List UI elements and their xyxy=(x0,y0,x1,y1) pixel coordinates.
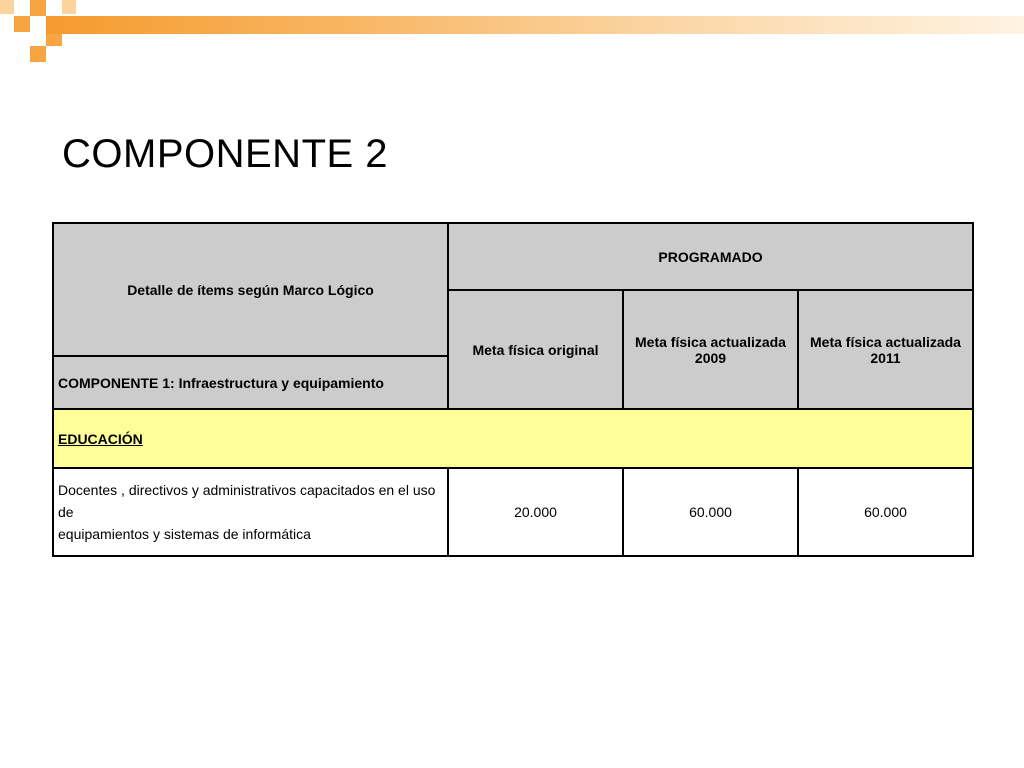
decorative-square xyxy=(0,0,14,14)
row-description-line: equipamientos y sistemas de informática xyxy=(58,526,311,542)
section-label: EDUCACIÓN xyxy=(58,430,143,447)
slide-title: COMPONENTE 2 xyxy=(62,132,389,176)
value-meta-2011: 60.000 xyxy=(798,468,973,556)
section-row-educacion xyxy=(53,409,973,468)
column-header-label: Meta física original xyxy=(472,341,599,358)
decorative-square xyxy=(14,16,30,32)
header-programado-cell xyxy=(448,223,973,290)
table-row xyxy=(53,468,973,556)
value-meta-original: 20.000 xyxy=(448,468,623,556)
value-meta-2009: 60.000 xyxy=(623,468,798,556)
decorative-gradient-bar xyxy=(46,16,1024,34)
header-detail-label: Detalle de ítems según Marco Lógico xyxy=(127,281,374,298)
column-header-year: 2011 xyxy=(870,349,901,366)
column-header-meta-2009 xyxy=(623,290,798,409)
decorative-square xyxy=(30,0,46,16)
decorative-square xyxy=(62,0,76,14)
column-header-label: Meta física actualizada xyxy=(810,333,961,350)
column-header-year: 2009 xyxy=(694,349,727,366)
component-label-cell xyxy=(53,356,448,409)
decorative-header xyxy=(0,0,1024,70)
component-label: COMPONENTE 1: Infraestructura y equipamiento xyxy=(58,374,384,391)
header-programado-label: PROGRAMADO xyxy=(658,248,763,265)
column-header-label: Meta física actualizada xyxy=(635,333,786,350)
decorative-square xyxy=(30,46,46,62)
column-header-meta-original xyxy=(448,290,623,409)
row-description-line: Docentes , directivos y administrativos capacitados en el uso de xyxy=(58,482,436,520)
data-table xyxy=(52,222,974,557)
row-description-cell xyxy=(53,468,448,556)
header-detail-cell xyxy=(53,223,448,356)
column-header-meta-2011 xyxy=(798,290,973,409)
